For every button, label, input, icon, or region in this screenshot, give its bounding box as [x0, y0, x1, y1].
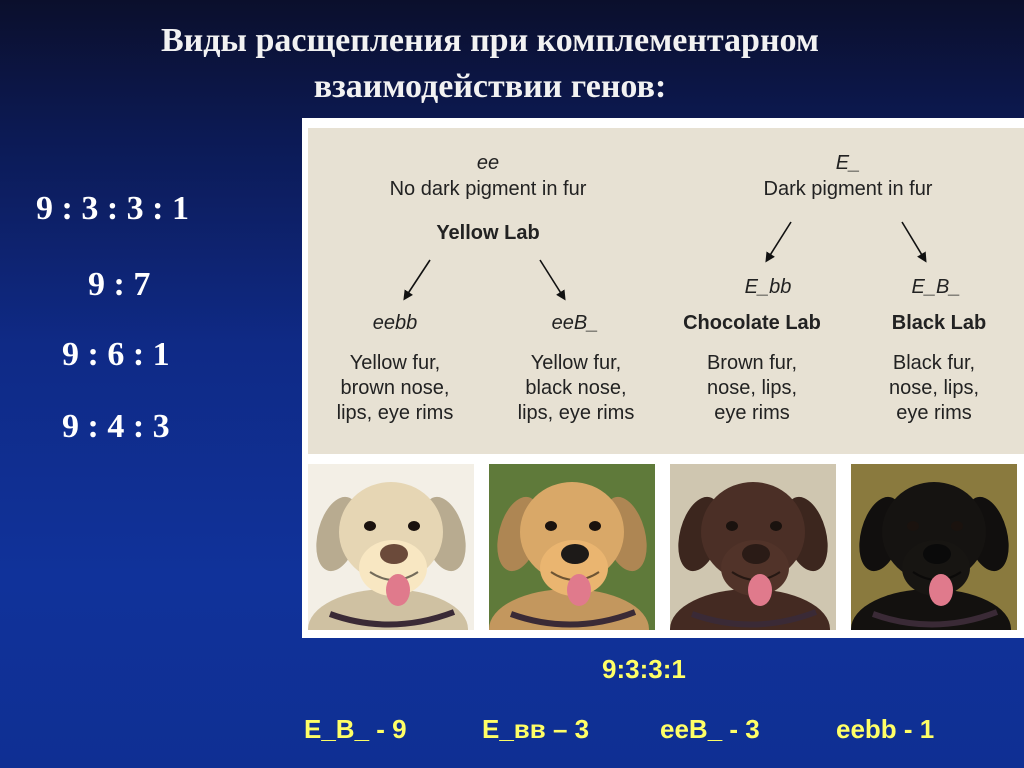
labrador-genetics-figure: [302, 118, 1024, 638]
Ebb-genotype-label: E_bb: [744, 276, 792, 298]
slide-title: [0, 18, 980, 110]
photo-black-lab: [850, 464, 1018, 630]
Ebb-phenotype-line: nose, lips,: [706, 377, 798, 399]
ratio-9-6-1: 9 : 6 : 1: [62, 336, 170, 373]
eebb-phenotype-line: brown nose,: [340, 377, 450, 399]
yellow-lab-label: Yellow Lab: [436, 222, 540, 244]
arrow-to-EB: [902, 222, 925, 260]
slide-title-line-2: взаимодействии генов:: [313, 68, 667, 105]
Ebb-phenotype-line: eye rims: [714, 402, 790, 424]
eebb-phenotype: [310, 351, 480, 426]
genotype-diagram: [308, 128, 1024, 454]
eeB-phenotype-line: black nose,: [525, 377, 627, 399]
photo-yellow-lab-black-nose: [488, 464, 656, 630]
ee-description: No dark pigment in fur: [389, 178, 587, 200]
class-E-B: Е_В_ - 9: [304, 714, 407, 744]
eeB-phenotype-line: lips, eye rims: [517, 402, 635, 424]
ratio-9-7: 9 : 7: [88, 266, 151, 303]
arrow-to-eebb: [405, 260, 430, 298]
eebb-phenotype-line: Yellow fur,: [349, 352, 441, 374]
arrow-to-eeB: [540, 260, 564, 298]
eeB-genotype-label: eeB_: [551, 312, 599, 334]
E-description: Dark pigment in fur: [763, 178, 933, 200]
photo-yellow-lab-brown-nose: [308, 464, 474, 630]
chocolate-lab-label: Chocolate Lab: [683, 312, 821, 334]
eeB-phenotype-line: Yellow fur,: [530, 352, 622, 374]
EB-phenotype-line: nose, lips,: [888, 377, 980, 399]
class-eebb: eebb - 1: [836, 714, 935, 744]
slide-title-line-1: Виды расщепления при комплементарном: [160, 22, 820, 59]
ratio-9-4-3: 9 : 4 : 3: [62, 408, 170, 445]
eeB-phenotype: [491, 351, 661, 426]
EB-phenotype: [849, 351, 1019, 426]
result-ratio: 9:3:3:1: [602, 654, 686, 684]
Ebb-phenotype: [667, 351, 837, 426]
EB-phenotype-line: Black fur,: [892, 352, 976, 374]
yellow-lab-brown-nose-image: [308, 464, 474, 630]
black-lab-label: Black Lab: [891, 312, 987, 334]
ee-genotype-label: ee: [476, 152, 500, 174]
eebb-phenotype-line: lips, eye rims: [336, 402, 454, 424]
chocolate-lab-image: [670, 464, 836, 630]
ratio-9-3-3-1: 9 : 3 : 3 : 1: [36, 190, 189, 227]
E-genotype-label: E_: [835, 152, 861, 174]
photo-chocolate-lab: [670, 464, 836, 630]
yellow-lab-black-nose-image: [488, 464, 656, 630]
eebb-genotype-label: eebb: [372, 312, 418, 334]
black-lab-image: [850, 464, 1018, 630]
arrow-to-Ebb: [767, 222, 791, 260]
EB-genotype-label: E_B_: [911, 276, 961, 298]
class-E-bb: Е_вв – 3: [482, 714, 590, 744]
class-ee-B: ееВ_ - 3: [660, 714, 760, 744]
EB-phenotype-line: eye rims: [896, 402, 972, 424]
Ebb-phenotype-line: Brown fur,: [706, 352, 798, 374]
